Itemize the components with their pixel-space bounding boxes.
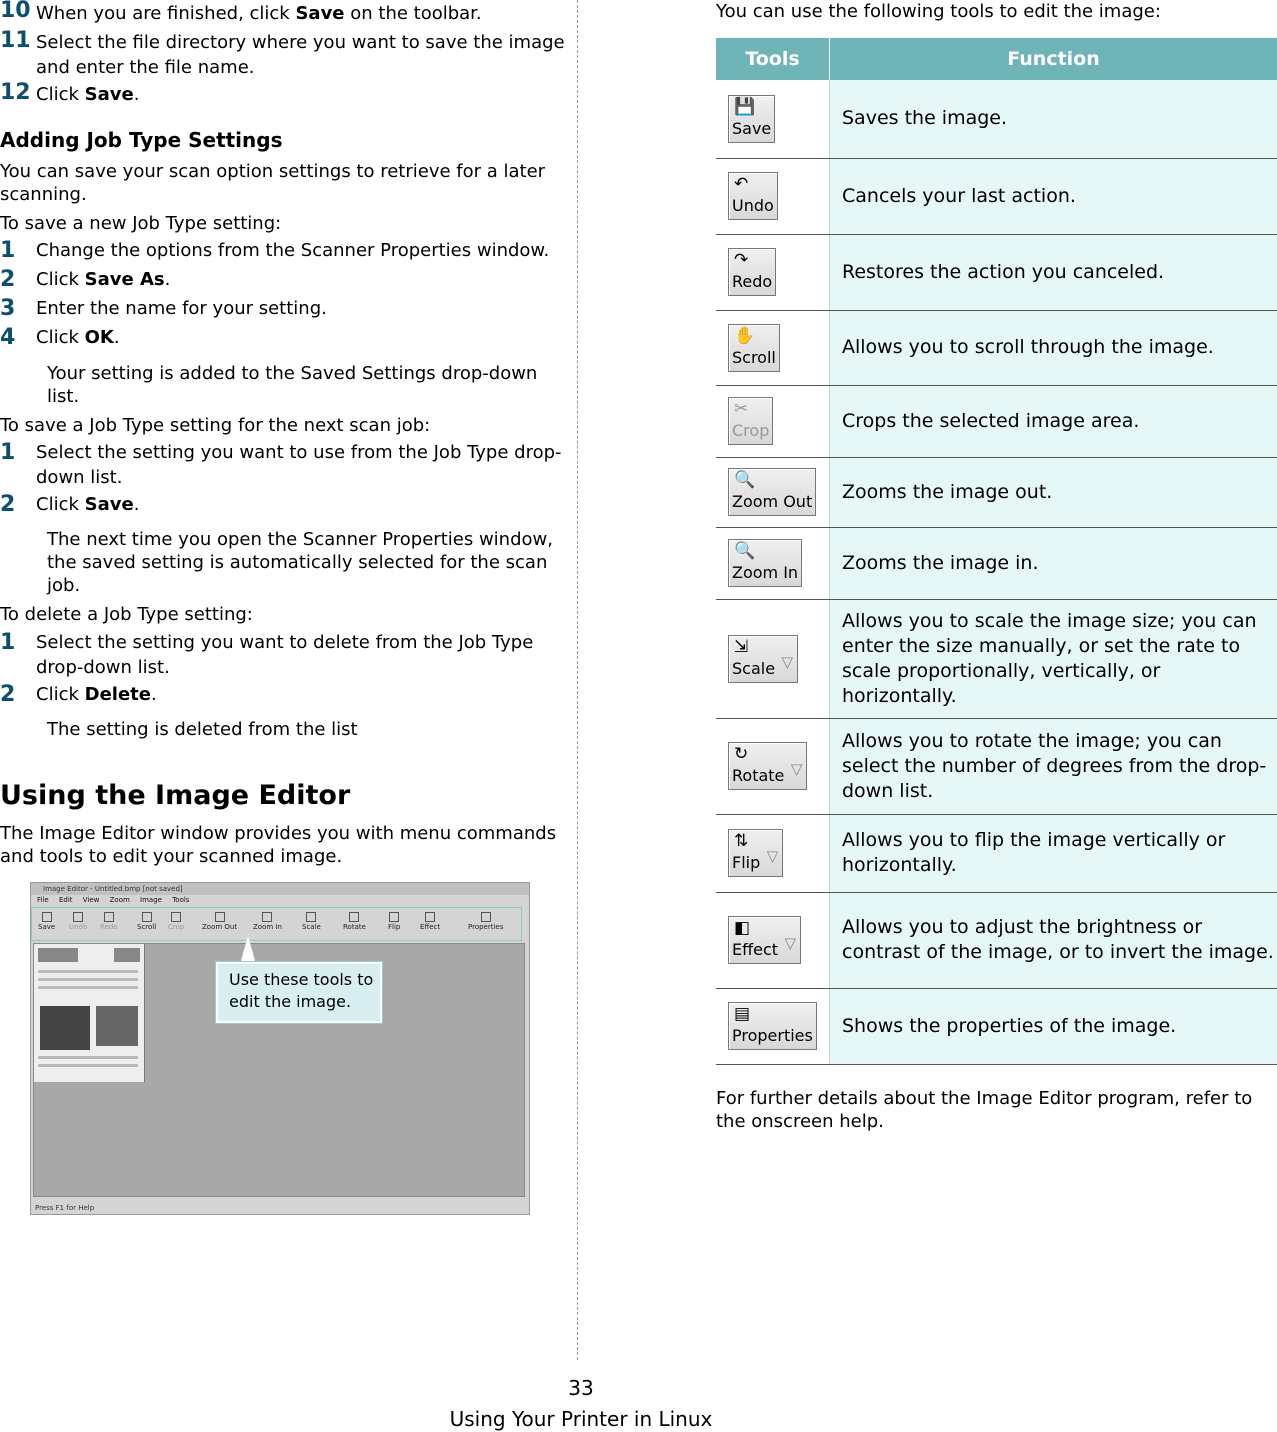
effect-icon bbox=[425, 912, 435, 922]
tools-outro: For further details about the Image Editor program, refer to the onscreen help. bbox=[716, 1088, 1253, 1132]
page-number: 33 bbox=[568, 1376, 594, 1400]
tb-zoom-in: Zoom In bbox=[253, 912, 282, 931]
heading-image-editor: Using the Image Editor bbox=[0, 780, 351, 811]
step-text: Select the setting you want to use from the Job Type drop-down list. bbox=[36, 442, 562, 488]
callout: Use these tools to edit the image. bbox=[216, 962, 382, 1023]
tb-rotate: Rotate bbox=[343, 912, 366, 931]
tb-scale: Scale bbox=[302, 912, 321, 931]
undo-icon: ↶ bbox=[734, 174, 749, 194]
tb-scroll: Scroll bbox=[137, 912, 156, 931]
table-row bbox=[716, 718, 1277, 814]
save-icon bbox=[42, 912, 52, 922]
step-text: When you are finished, click Save on the toolbar. bbox=[36, 3, 482, 24]
properties-button: ▤ Properties bbox=[728, 1002, 817, 1050]
menu-file: File bbox=[37, 896, 49, 904]
crop-icon bbox=[171, 912, 181, 922]
col-function: Function bbox=[830, 38, 1277, 80]
undo-icon bbox=[73, 912, 83, 922]
table-row bbox=[716, 988, 1277, 1064]
function-desc: Saves the image. bbox=[830, 80, 1277, 158]
redo-icon: ↷ bbox=[734, 250, 749, 270]
effect-button: ◧ Effect ▽ bbox=[728, 916, 801, 964]
undo-button: ↶ Undo bbox=[728, 172, 778, 220]
scroll-icon bbox=[142, 912, 152, 922]
function-desc: Allows you to scale the image size; you can enter the size manually, or set the rate to scale proportionally, vertically, or horizontally. bbox=[830, 599, 1277, 718]
step-number: 1 bbox=[0, 238, 16, 263]
zoom-out-icon: 🔍 bbox=[734, 470, 756, 490]
save-button: 💾 Save bbox=[728, 95, 775, 143]
function-desc: Zooms the image in. bbox=[830, 527, 1277, 599]
note: The next time you open the Scanner Properties window, the saved setting is automatically selected for the scan job. bbox=[47, 529, 553, 596]
tb-zoom-out: Zoom Out bbox=[202, 912, 237, 931]
footer-title: Using Your Printer in Linux bbox=[449, 1407, 713, 1431]
tb-flip: Flip bbox=[388, 912, 400, 931]
function-desc: Allows you to adjust the brightness or contrast of the image, or to invert the image. bbox=[830, 892, 1277, 988]
function-desc: Allows you to rotate the image; you can select the number of degrees from the drop-down list. bbox=[830, 718, 1277, 814]
scanned-image-thumbnail bbox=[34, 944, 145, 1082]
step-number: 2 bbox=[0, 267, 16, 292]
function-desc: Cancels your last action. bbox=[830, 158, 1277, 234]
scale-button: ⇲ Scale ▽ bbox=[728, 635, 798, 683]
flip-button: ⇅ Flip ▽ bbox=[728, 829, 783, 877]
paragraph: The Image Editor window provides you with menu commands and tools to edit your scanned image. bbox=[0, 823, 557, 867]
col-tools: Tools bbox=[716, 38, 830, 80]
step-number: 4 bbox=[0, 325, 16, 350]
effect-icon: ◧ bbox=[734, 918, 751, 938]
menu-tools: Tools bbox=[172, 896, 190, 904]
step-text: Click Delete. bbox=[36, 684, 157, 705]
step-text: Select the setting you want to delete from the Job Type drop-down list. bbox=[36, 632, 534, 678]
dropdown-arrow-icon: ▽ bbox=[766, 847, 779, 865]
menu-zoom: Zoom bbox=[109, 896, 130, 904]
zoom-in-button: 🔍 Zoom In bbox=[728, 539, 802, 587]
dropdown-arrow-icon: ▽ bbox=[781, 652, 794, 671]
step-text: Select the file directory where you want to save the image and enter the file name. bbox=[36, 32, 565, 78]
paragraph: To save a Job Type setting for the next scan job: bbox=[0, 415, 431, 436]
table-row bbox=[716, 158, 1277, 234]
status-bar: Press F1 for Help bbox=[35, 1204, 95, 1212]
scroll-button: ✋ Scroll bbox=[728, 324, 780, 372]
function-desc: Zooms the image out. bbox=[830, 457, 1277, 527]
function-desc: Restores the action you canceled. bbox=[830, 234, 1277, 310]
step-number: 10 bbox=[0, 0, 31, 23]
menu-image: Image bbox=[140, 896, 162, 904]
tb-undo: Undo bbox=[69, 912, 87, 931]
table-row bbox=[716, 80, 1277, 158]
menu-edit: Edit bbox=[58, 896, 73, 904]
dropdown-arrow-icon: ▽ bbox=[784, 934, 797, 952]
tb-crop: Crop bbox=[168, 912, 184, 931]
step-number: 1 bbox=[0, 630, 16, 655]
step-text: Enter the name for your setting. bbox=[36, 298, 327, 319]
tb-redo: Redo bbox=[100, 912, 118, 931]
note: Your setting is added to the Saved Settings drop-down list. bbox=[47, 363, 538, 407]
redo-button: ↷ Redo bbox=[728, 248, 776, 296]
tb-effect: Effect bbox=[420, 912, 440, 931]
properties-icon: ▤ bbox=[734, 1004, 751, 1024]
table-row bbox=[716, 599, 1277, 718]
function-desc: Allows you to scroll through the image. bbox=[830, 310, 1277, 385]
table-row bbox=[716, 234, 1277, 310]
flip-icon: ⇅ bbox=[734, 831, 749, 851]
heading-adding-job-type: Adding Job Type Settings bbox=[0, 128, 283, 152]
rotate-icon: ↻ bbox=[734, 744, 749, 764]
rotate-icon bbox=[349, 912, 359, 922]
table-row bbox=[716, 385, 1277, 457]
zoom-out-icon bbox=[215, 912, 225, 922]
table-row bbox=[716, 310, 1277, 385]
tb-properties: Properties bbox=[468, 912, 503, 931]
editor-toolbar bbox=[31, 907, 522, 941]
image-editor-screenshot bbox=[30, 882, 530, 1215]
table-row bbox=[716, 814, 1277, 892]
function-desc: Crops the selected image area. bbox=[830, 385, 1277, 457]
step-text: Change the options from the Scanner Properties window. bbox=[36, 240, 550, 261]
step-number: 1 bbox=[0, 440, 16, 465]
zoom-in-icon bbox=[262, 912, 272, 922]
zoom-in-icon: 🔍 bbox=[734, 541, 756, 561]
tools-table bbox=[716, 38, 1277, 1065]
menu-bar bbox=[31, 895, 529, 905]
crop-button: ✂ Crop bbox=[728, 397, 773, 445]
note: The setting is deleted from the list bbox=[47, 719, 358, 740]
step-text: Click OK. bbox=[36, 327, 120, 348]
paragraph: You can save your scan option settings to retrieve for a later scanning. bbox=[0, 161, 546, 205]
scale-icon: ⇲ bbox=[734, 636, 749, 657]
paragraph: To save a new Job Type setting: bbox=[0, 213, 282, 234]
step-number: 11 bbox=[0, 28, 31, 53]
flip-icon bbox=[389, 912, 399, 922]
table-row bbox=[716, 457, 1277, 527]
menu-view: View bbox=[82, 896, 100, 904]
zoom-out-button: 🔍 Zoom Out bbox=[728, 468, 816, 516]
rotate-button: ↻ Rotate ▽ bbox=[728, 742, 807, 790]
step-number: 2 bbox=[0, 492, 16, 517]
window-title: Image Editor - Untitled.bmp [not saved] bbox=[31, 883, 529, 895]
scale-icon bbox=[306, 912, 316, 922]
callout-pointer bbox=[240, 936, 256, 964]
column-divider bbox=[577, 0, 578, 1360]
step-number: 12 bbox=[0, 80, 31, 105]
step-text: Click Save As. bbox=[36, 269, 171, 290]
properties-icon bbox=[481, 912, 491, 922]
tb-save: Save bbox=[38, 912, 55, 931]
function-desc: Shows the properties of the image. bbox=[830, 988, 1277, 1064]
function-desc: Allows you to flip the image vertically or horizontally. bbox=[830, 814, 1277, 892]
paragraph: To delete a Job Type setting: bbox=[0, 604, 253, 625]
step-number: 2 bbox=[0, 682, 16, 707]
step-text: Click Save. bbox=[36, 84, 140, 105]
table-row bbox=[716, 892, 1277, 988]
table-row bbox=[716, 527, 1277, 599]
dropdown-arrow-icon: ▽ bbox=[790, 760, 803, 778]
step-number: 3 bbox=[0, 296, 16, 321]
step-text: Click Save. bbox=[36, 494, 140, 515]
scroll-icon: ✋ bbox=[734, 325, 756, 346]
save-icon: 💾 bbox=[734, 96, 756, 117]
crop-icon: ✂ bbox=[734, 399, 749, 419]
tools-intro: You can use the following tools to edit the image: bbox=[716, 1, 1161, 22]
redo-icon bbox=[104, 912, 114, 922]
